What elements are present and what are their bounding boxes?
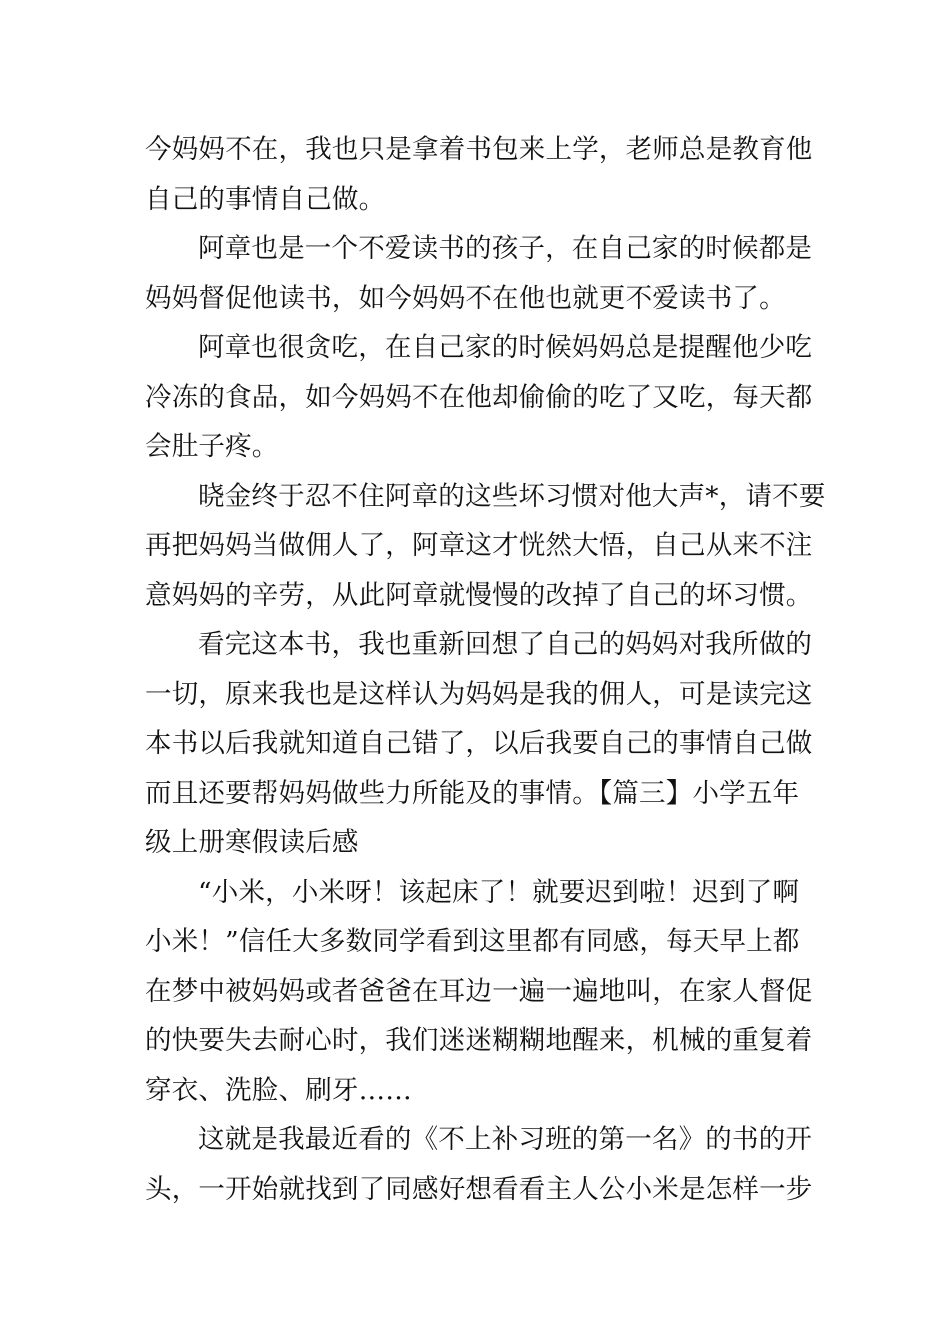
text-line: 在梦中被妈妈或者爸爸在耳边一遍一遍地叫，在家人督促 xyxy=(145,975,813,1007)
text-line: 而且还要帮妈妈做些力所能及的事情。【篇三】小学五年 xyxy=(145,777,800,809)
text-line: 看完这本书，我也重新回想了自己的妈妈对我所做的 xyxy=(198,629,813,660)
text-line: 头，一开始就找到了同感好想看看主人公小米是怎样一步 xyxy=(145,1173,813,1205)
document-body xyxy=(145,125,826,1214)
text-line: 小米！”信任大多数同学看到这里都有同感，每天早上都 xyxy=(145,926,800,957)
text-line: 本书以后我就知道自己错了，以后我要自己的事情自己做 xyxy=(145,728,813,759)
text-line: 今妈妈不在，我也只是拿着书包来上学，老师总是教育他 xyxy=(145,134,813,165)
text-line: “小米，小米呀！该起床了！就要迟到啦！迟到了啊 xyxy=(198,876,800,908)
text-line: 再把妈妈当做佣人了，阿章这才恍然大悟，自己从来不注 xyxy=(145,530,813,561)
text-line: 晓金终于忍不住阿章的这些坏习惯对他大声*，请不要 xyxy=(198,480,826,512)
text-line: 这就是我最近看的《不上补习班的第一名》的书的开 xyxy=(198,1124,813,1155)
text-line: 自己的事情自己做。 xyxy=(145,183,386,215)
text-line: 阿章也是一个不爱读书的孩子，在自己家的时候都是 xyxy=(198,233,813,264)
text-line: 的快要失去耐心时，我们迷迷糊糊地醒来，机械的重复着 xyxy=(145,1025,813,1056)
text-line: 妈妈督促他读书，如今妈妈不在他也就更不爱读书了。 xyxy=(145,282,786,314)
text-line: 级上册寒假读后感 xyxy=(145,827,359,858)
text-line: 一切，原来我也是这样认为妈妈是我的佣人，可是读完这 xyxy=(145,678,813,710)
text-line: 阿章也很贪吃，在自己家的时候妈妈总是提醒他少吃 xyxy=(198,332,813,363)
text-line: 会肚子疼。 xyxy=(145,431,279,462)
text-line: 意妈妈的辛劳，从此阿章就慢慢的改掉了自己的坏习惯。 xyxy=(145,579,813,611)
text-line: 冷冻的食品，如今妈妈不在他却偷偷的吃了又吃，每天都 xyxy=(145,381,813,413)
text-line: 穿衣、洗脸、刷牙…… xyxy=(145,1074,412,1106)
